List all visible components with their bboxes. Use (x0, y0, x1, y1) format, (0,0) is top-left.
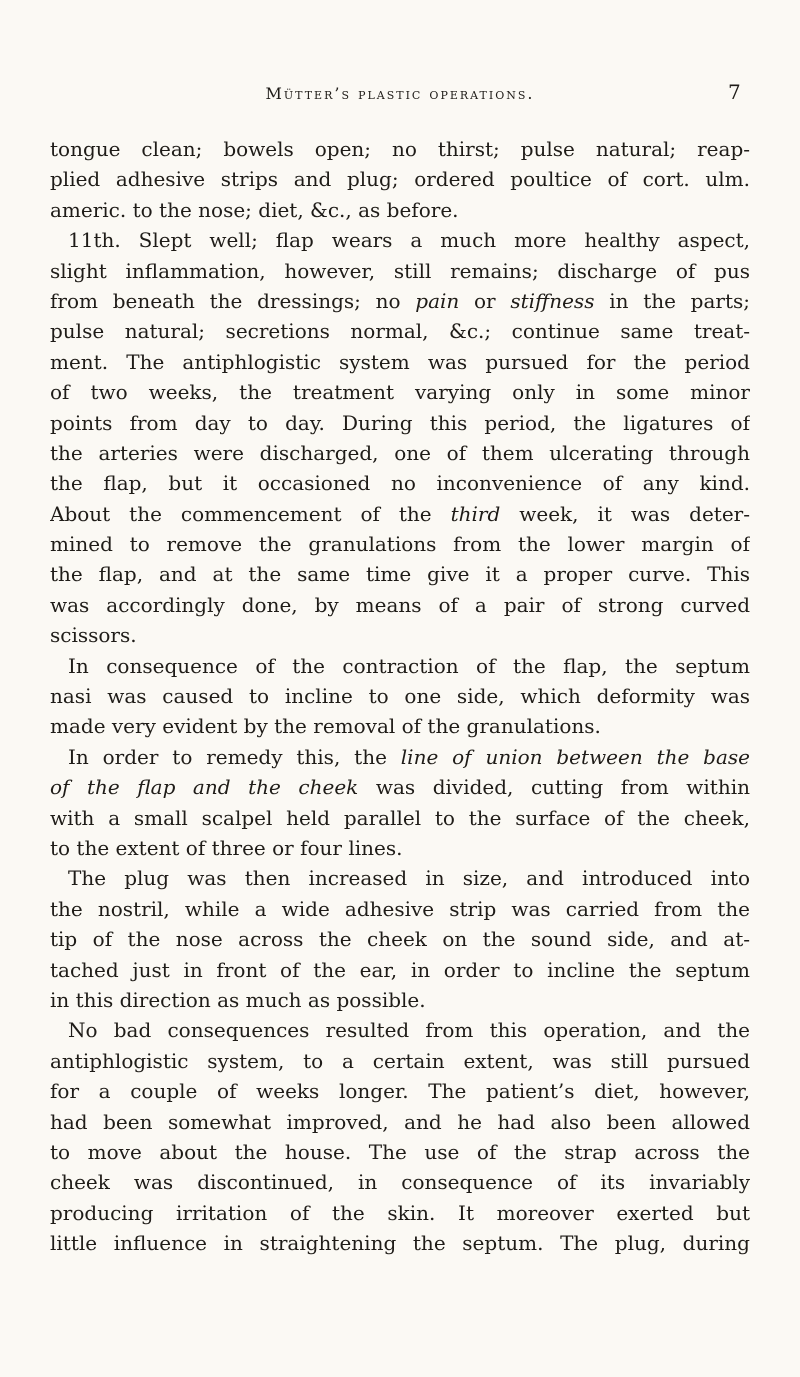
text-line: the flap, and at the same time give it a proper curve. This (50, 562, 750, 587)
text-line: antiphlogistic system, to a certain extent, was still pursued (50, 1048, 750, 1073)
text-line: to move about the house. The use of the strap across the (50, 1139, 750, 1164)
text-line: cheek was discontinued, in consequence of its invariably (50, 1170, 750, 1195)
emphasis-pain: pain (415, 288, 460, 313)
text-line: points from day to day. During this period, the ligatures of (50, 410, 750, 435)
text-line: the flap, but it occasioned no inconvenience of any kind. (50, 471, 750, 496)
text-run: in the parts; (594, 288, 750, 313)
text-run: About the commencement of the (50, 501, 451, 526)
text-line: plied adhesive strips and plug; ordered poultice of cort. ulm. (50, 167, 750, 192)
body-text (50, 134, 750, 1258)
text-line: the nostril, while a wide adhesive strip was carried from the (50, 896, 750, 921)
text-line: the arteries were discharged, one of them ulcerating through (50, 440, 750, 465)
text-line: in this direction as much as possible. (50, 987, 426, 1012)
text-line: scissors. (50, 623, 137, 648)
text-run: or (459, 288, 511, 313)
text-line: slight inflammation, however, still remains; discharge of pus (50, 258, 750, 283)
text-line (50, 742, 750, 772)
text-run: was divided, cutting from within (358, 775, 750, 800)
page-number: 7 (728, 80, 741, 104)
text-line: In consequence of the contraction of the flap, the septum (68, 653, 750, 678)
text-line: No bad consequences resulted from this operation, and the (68, 1018, 750, 1043)
text-line: mined to remove the granulations from the lower margin of (50, 532, 750, 557)
text-line: ment. The antiphlogistic system was pursued for the period (50, 349, 750, 374)
emphasis-stiffness: stiffness (510, 288, 595, 313)
text-line: tip of the nose across the cheek on the sound side, and at- (50, 927, 750, 952)
text-line: little influence in straightening the septum. The plug, during (50, 1231, 750, 1256)
running-title: Mütter’s plastic operations. (265, 84, 535, 103)
text-line (50, 499, 750, 529)
text-line: of two weeks, the treatment varying only in some minor (50, 380, 750, 405)
text-line: 11th. Slept well; flap wears a much more healthy aspect, (68, 228, 750, 253)
text-line (50, 772, 750, 802)
emphasis-third: third (450, 501, 501, 526)
text-line: had been somewhat improved, and he had also been allowed (50, 1109, 750, 1134)
text-line: was accordingly done, by means of a pair of strong curved (50, 592, 750, 617)
text-line: with a small scalpel held parallel to the surface of the cheek, (50, 805, 750, 830)
text-line: producing irritation of the skin. It moreover exerted but (50, 1200, 750, 1225)
text-line: pulse natural; secretions normal, &c.; continue same treat- (50, 319, 750, 344)
text-line: to the extent of three or four lines. (50, 835, 403, 860)
emphasis-line-of-union: line of union between the base (400, 744, 750, 769)
text-line: The plug was then increased in size, and introduced into (68, 866, 750, 891)
text-line: tached just in front of the ear, in order to incline the septum (50, 957, 750, 982)
text-line (50, 286, 750, 316)
text-line: made very evident by the removal of the granulations. (50, 714, 601, 739)
text-line: for a couple of weeks longer. The patient’s diet, however, (50, 1079, 750, 1104)
text-line: americ. to the nose; diet, &c., as before. (50, 197, 459, 222)
text-line: nasi was caused to incline to one side, which deformity was (50, 684, 750, 709)
text-run: In order to remedy this, the (68, 744, 401, 769)
text-run: from beneath the dressings; no (50, 288, 416, 313)
emphasis-flap-and-cheek: of the flap and the cheek (50, 775, 359, 800)
text-line: tongue clean; bowels open; no thirst; pulse natural; reap- (50, 137, 750, 161)
text-run: week, it was deter- (500, 501, 750, 526)
